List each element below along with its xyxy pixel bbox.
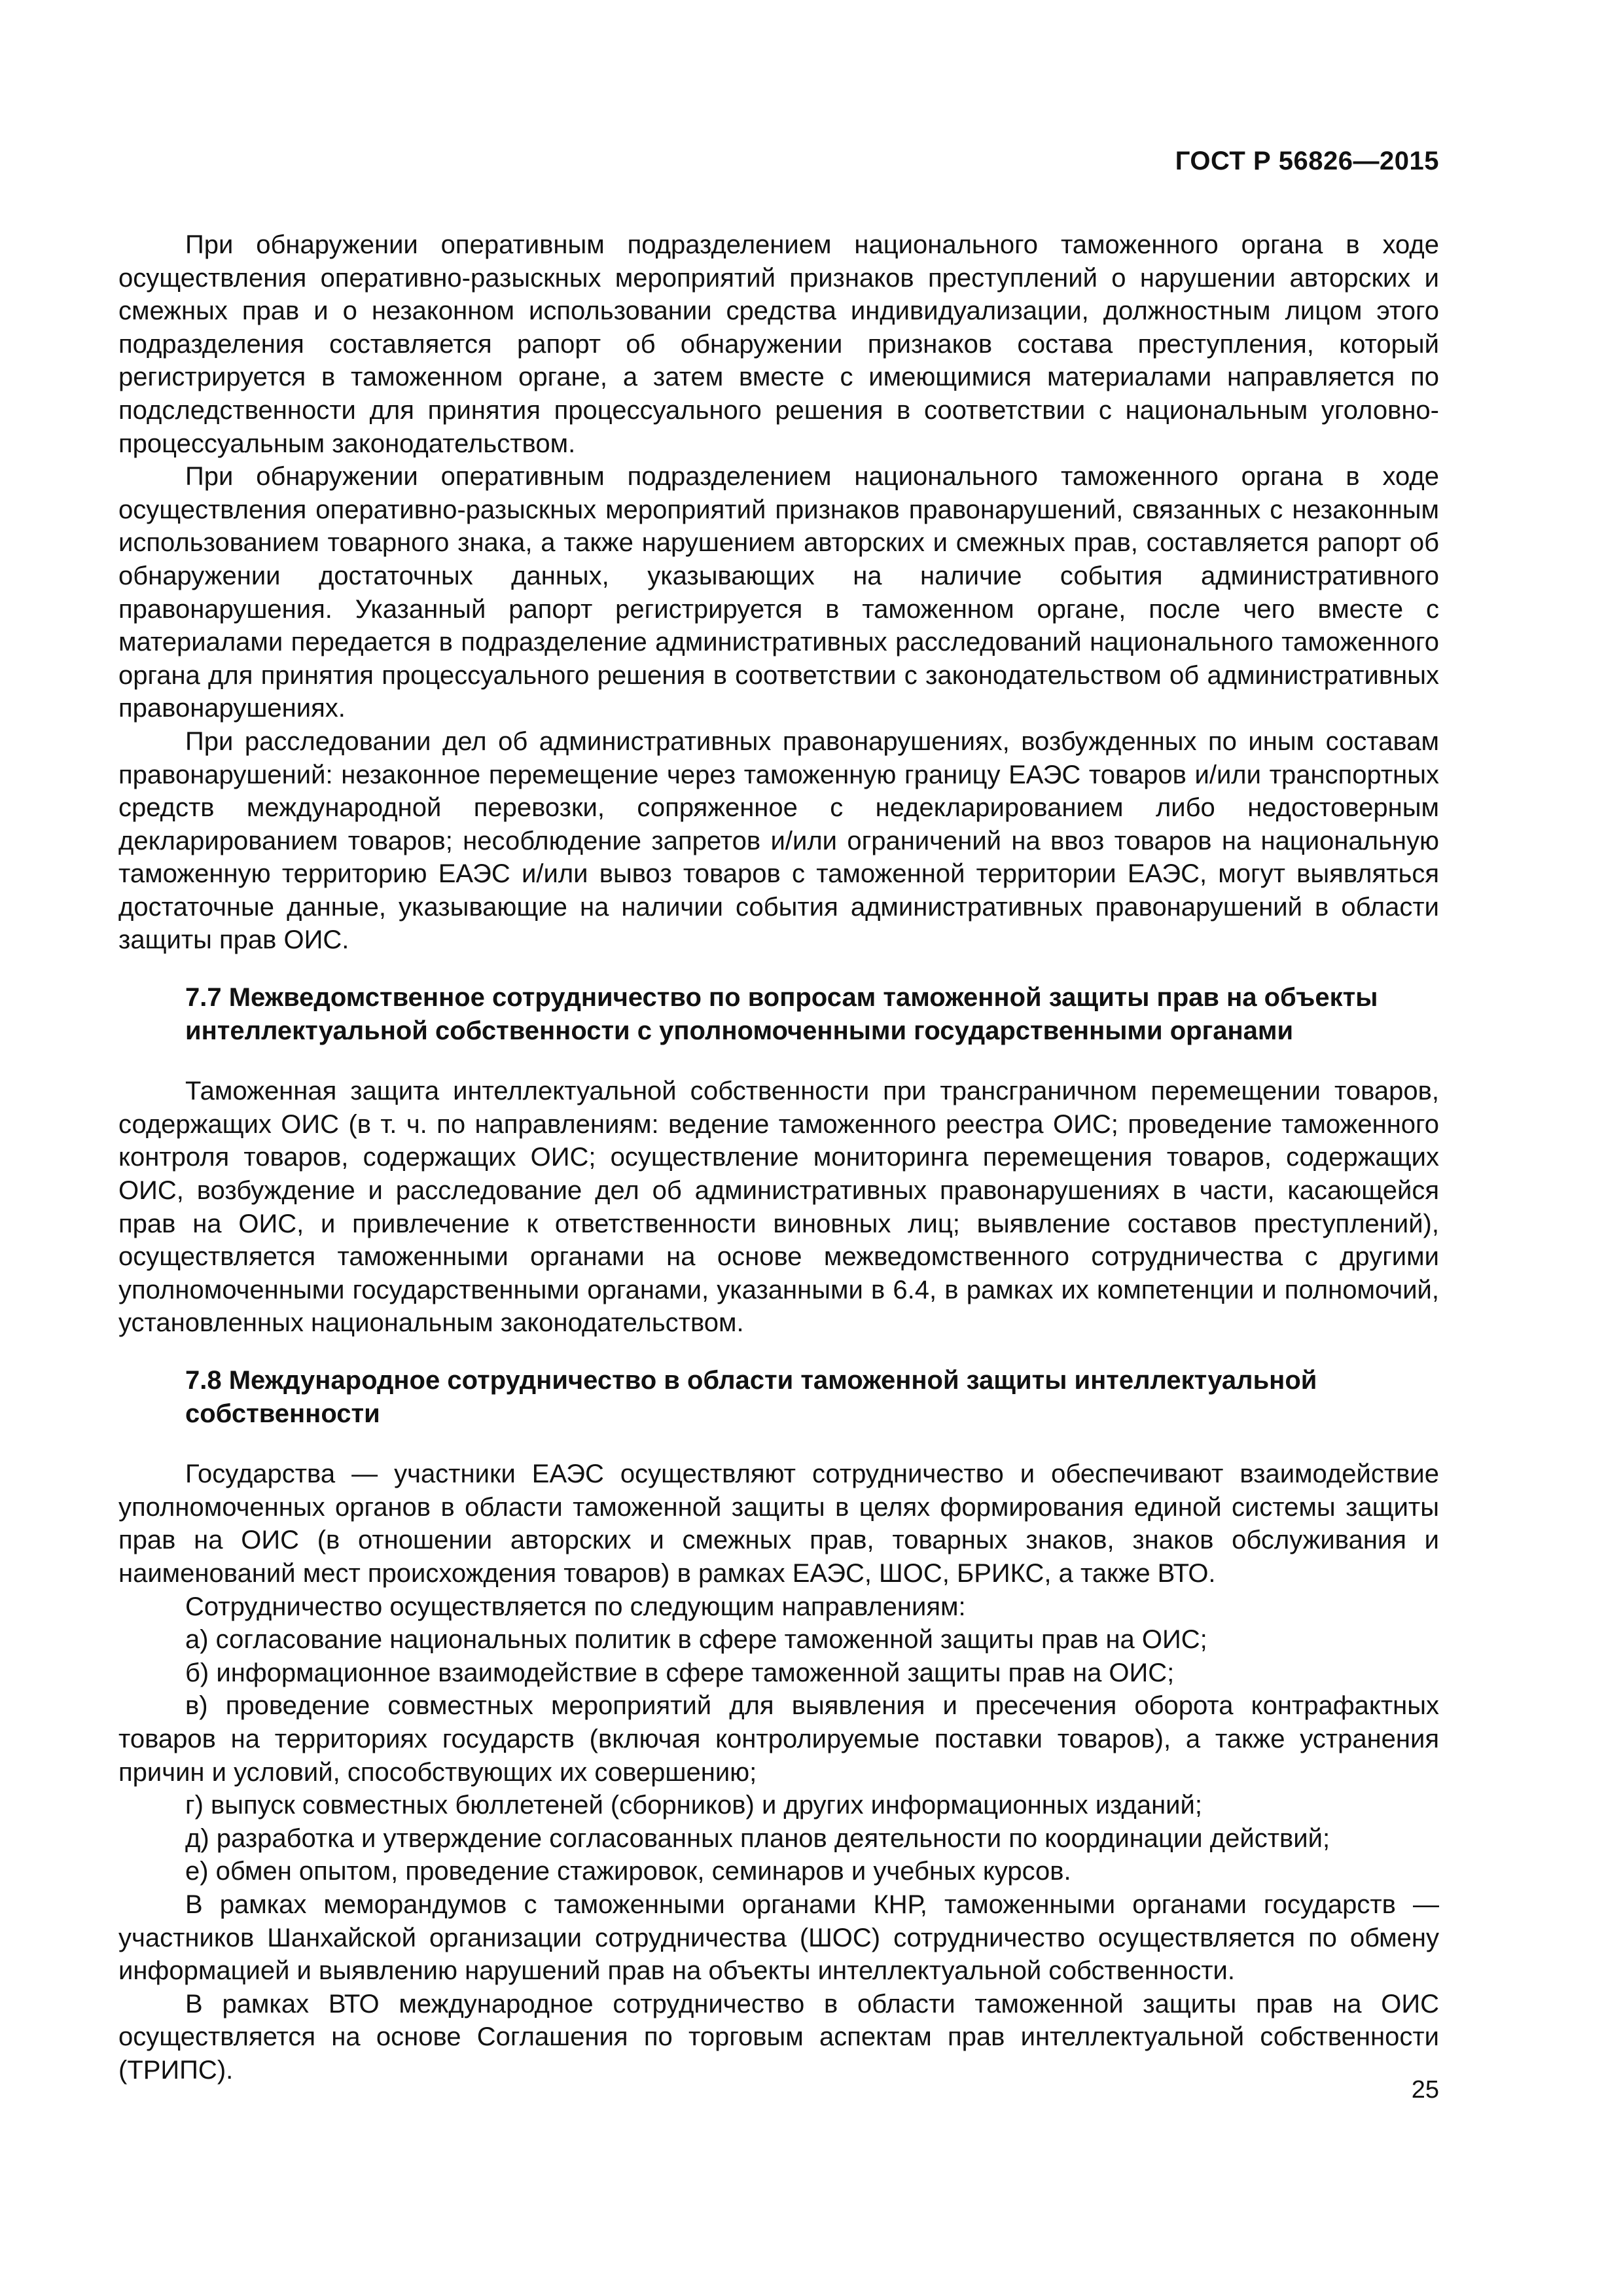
spacer (118, 1430, 1439, 1458)
standard-id-header: ГОСТ Р 56826—2015 (1175, 147, 1439, 175)
direction-item: е) обмен опытом, проведение стажировок, семинаров и учебных курсов. (185, 1857, 1071, 1886)
page-number: 25 (1411, 2076, 1439, 2104)
section-7-7-heading: 7.7 Межведомственное сотрудничество по вопросам таможенной защиты прав на объекты интеллектуальной собственности с уполномоченными государственными органами (185, 983, 1378, 1045)
direction-item: в) проведение совместных мероприятий для выявления и пресечения оборота контрафактных товаров на территориях государств (включая контролируемые поставки товаров), а также устранения причин и условий, способствующих их совершению; (118, 1691, 1439, 1787)
page-body (118, 228, 1439, 2087)
section-7-8-wto: В рамках ВТО международное сотрудничество в области таможенной защиты прав на ОИС осуществляется на основе Соглашения по торговым аспектам прав интеллектуальной собственности (ТРИПС). (118, 1989, 1439, 2085)
paragraph-administrative-investigation: При расследовании дел об административных правонарушениях, возбужденных по иным составам правонарушений: незаконное перемещение через таможенную границу ЕАЭС товаров и/или транспортных средств международной перевозки, сопряженное с недекларированием либо недостоверным декларированием товаров; несоблюдение запретов и/или ограничений на ввоз товаров на национальную таможенную территорию ЕАЭС и/или вывоз товаров с таможенной территории ЕАЭС, могут выявляться достаточные данные, указывающие на наличии события административных правонарушений в области защиты прав ОИС. (118, 726, 1439, 955)
spacer (118, 1047, 1439, 1075)
section-7-8-heading: 7.8 Международное сотрудничество в области таможенной защиты интеллектуальной собственности (185, 1366, 1317, 1428)
direction-item: д) разработка и утверждение согласованных планов деятельности по координации действий; (185, 1823, 1330, 1853)
section-7-8-directions-lead: Сотрудничество осуществляется по следующим направлениям: (185, 1592, 966, 1621)
paragraph-administrative-report: При обнаружении оперативным подразделением национального таможенного органа в ходе осуществления оперативно-разыскных мероприятий признаков правонарушений, связанных с незаконным использованием товарного знака, а также нарушением авторских и смежных прав, составляется рапорт об обнаружении достаточных данных, указывающих на наличие события административного правонарушения. Указанный рапорт регистрируется в таможенном органе, после чего вместе с материалами передается в подразделение административных расследований национального таможенного органа для принятия процессуального решения в соответствии с законодательством об административных правонарушениях. (118, 462, 1439, 723)
section-7-7-paragraph: Таможенная защита интеллектуальной собственности при трансграничном перемещении товаров, содержащих ОИС (в т. ч. по направлениям: ведение таможенного реестра ОИС; проведение таможенного контроля товаров, содержащих ОИС; осуществление мониторинга перемещения товаров, содержащих ОИС, возбуждение и расследование дел об административных правонарушениях в части, касающейся прав на ОИС, и привлечение к ответственности виновных лиц; выявление составов преступлений), осуществляется таможенными органами на основе межведомственного сотрудничества с другими уполномоченными государственными органами, указанными в 6.4, в рамках их компетенции и полномочий, установленных национальным законодательством. (118, 1077, 1439, 1338)
spacer (118, 1340, 1439, 1364)
direction-item: а) согласование национальных политик в сфере таможенной защиты прав на ОИС; (185, 1625, 1207, 1655)
paragraph-criminal-report: При обнаружении оперативным подразделением национального таможенного органа в ходе осуществления оперативно-разыскных мероприятий признаков преступлений о нарушении авторских и смежных прав и о незаконном использовании средства индивидуализации, должностным лицом этого подразделения составляется рапорт об обнаружении признаков состава преступления, который регистрируется в таможенном органе, а затем вместе с имеющимися материалами направляется по подследственности для принятия процессуального решения в соответствии с национальным уголовно-процессуальным законодательством. (118, 230, 1439, 458)
section-7-8-memorandum: В рамках меморандумов с таможенными органами КНР, таможенными органами государств — участников Шанхайской организации сотрудничества (ШОС) сотрудничество осуществляется по обмену информацией и выявлению нарушений прав на объекты интеллектуальной собственности. (118, 1890, 1439, 1986)
direction-item: б) информационное взаимодействие в сфере таможенной защиты прав на ОИС; (185, 1658, 1175, 1687)
section-7-8-intro: Государства — участники ЕАЭС осуществляют сотрудничество и обеспечивают взаимодействие уполномоченных органов в области таможенной защиты в целях формирования единой системы защиты прав на ОИС (в отношении авторских и смежных прав, товарных знаков, знаков обслуживания и наименований мест происхождения товаров) в рамках ЕАЭС, ШОС, БРИКС, а также ВТО. (118, 1460, 1439, 1588)
spacer (118, 957, 1439, 981)
direction-item: г) выпуск совместных бюллетеней (сборников) и других информационных изданий; (185, 1791, 1202, 1820)
